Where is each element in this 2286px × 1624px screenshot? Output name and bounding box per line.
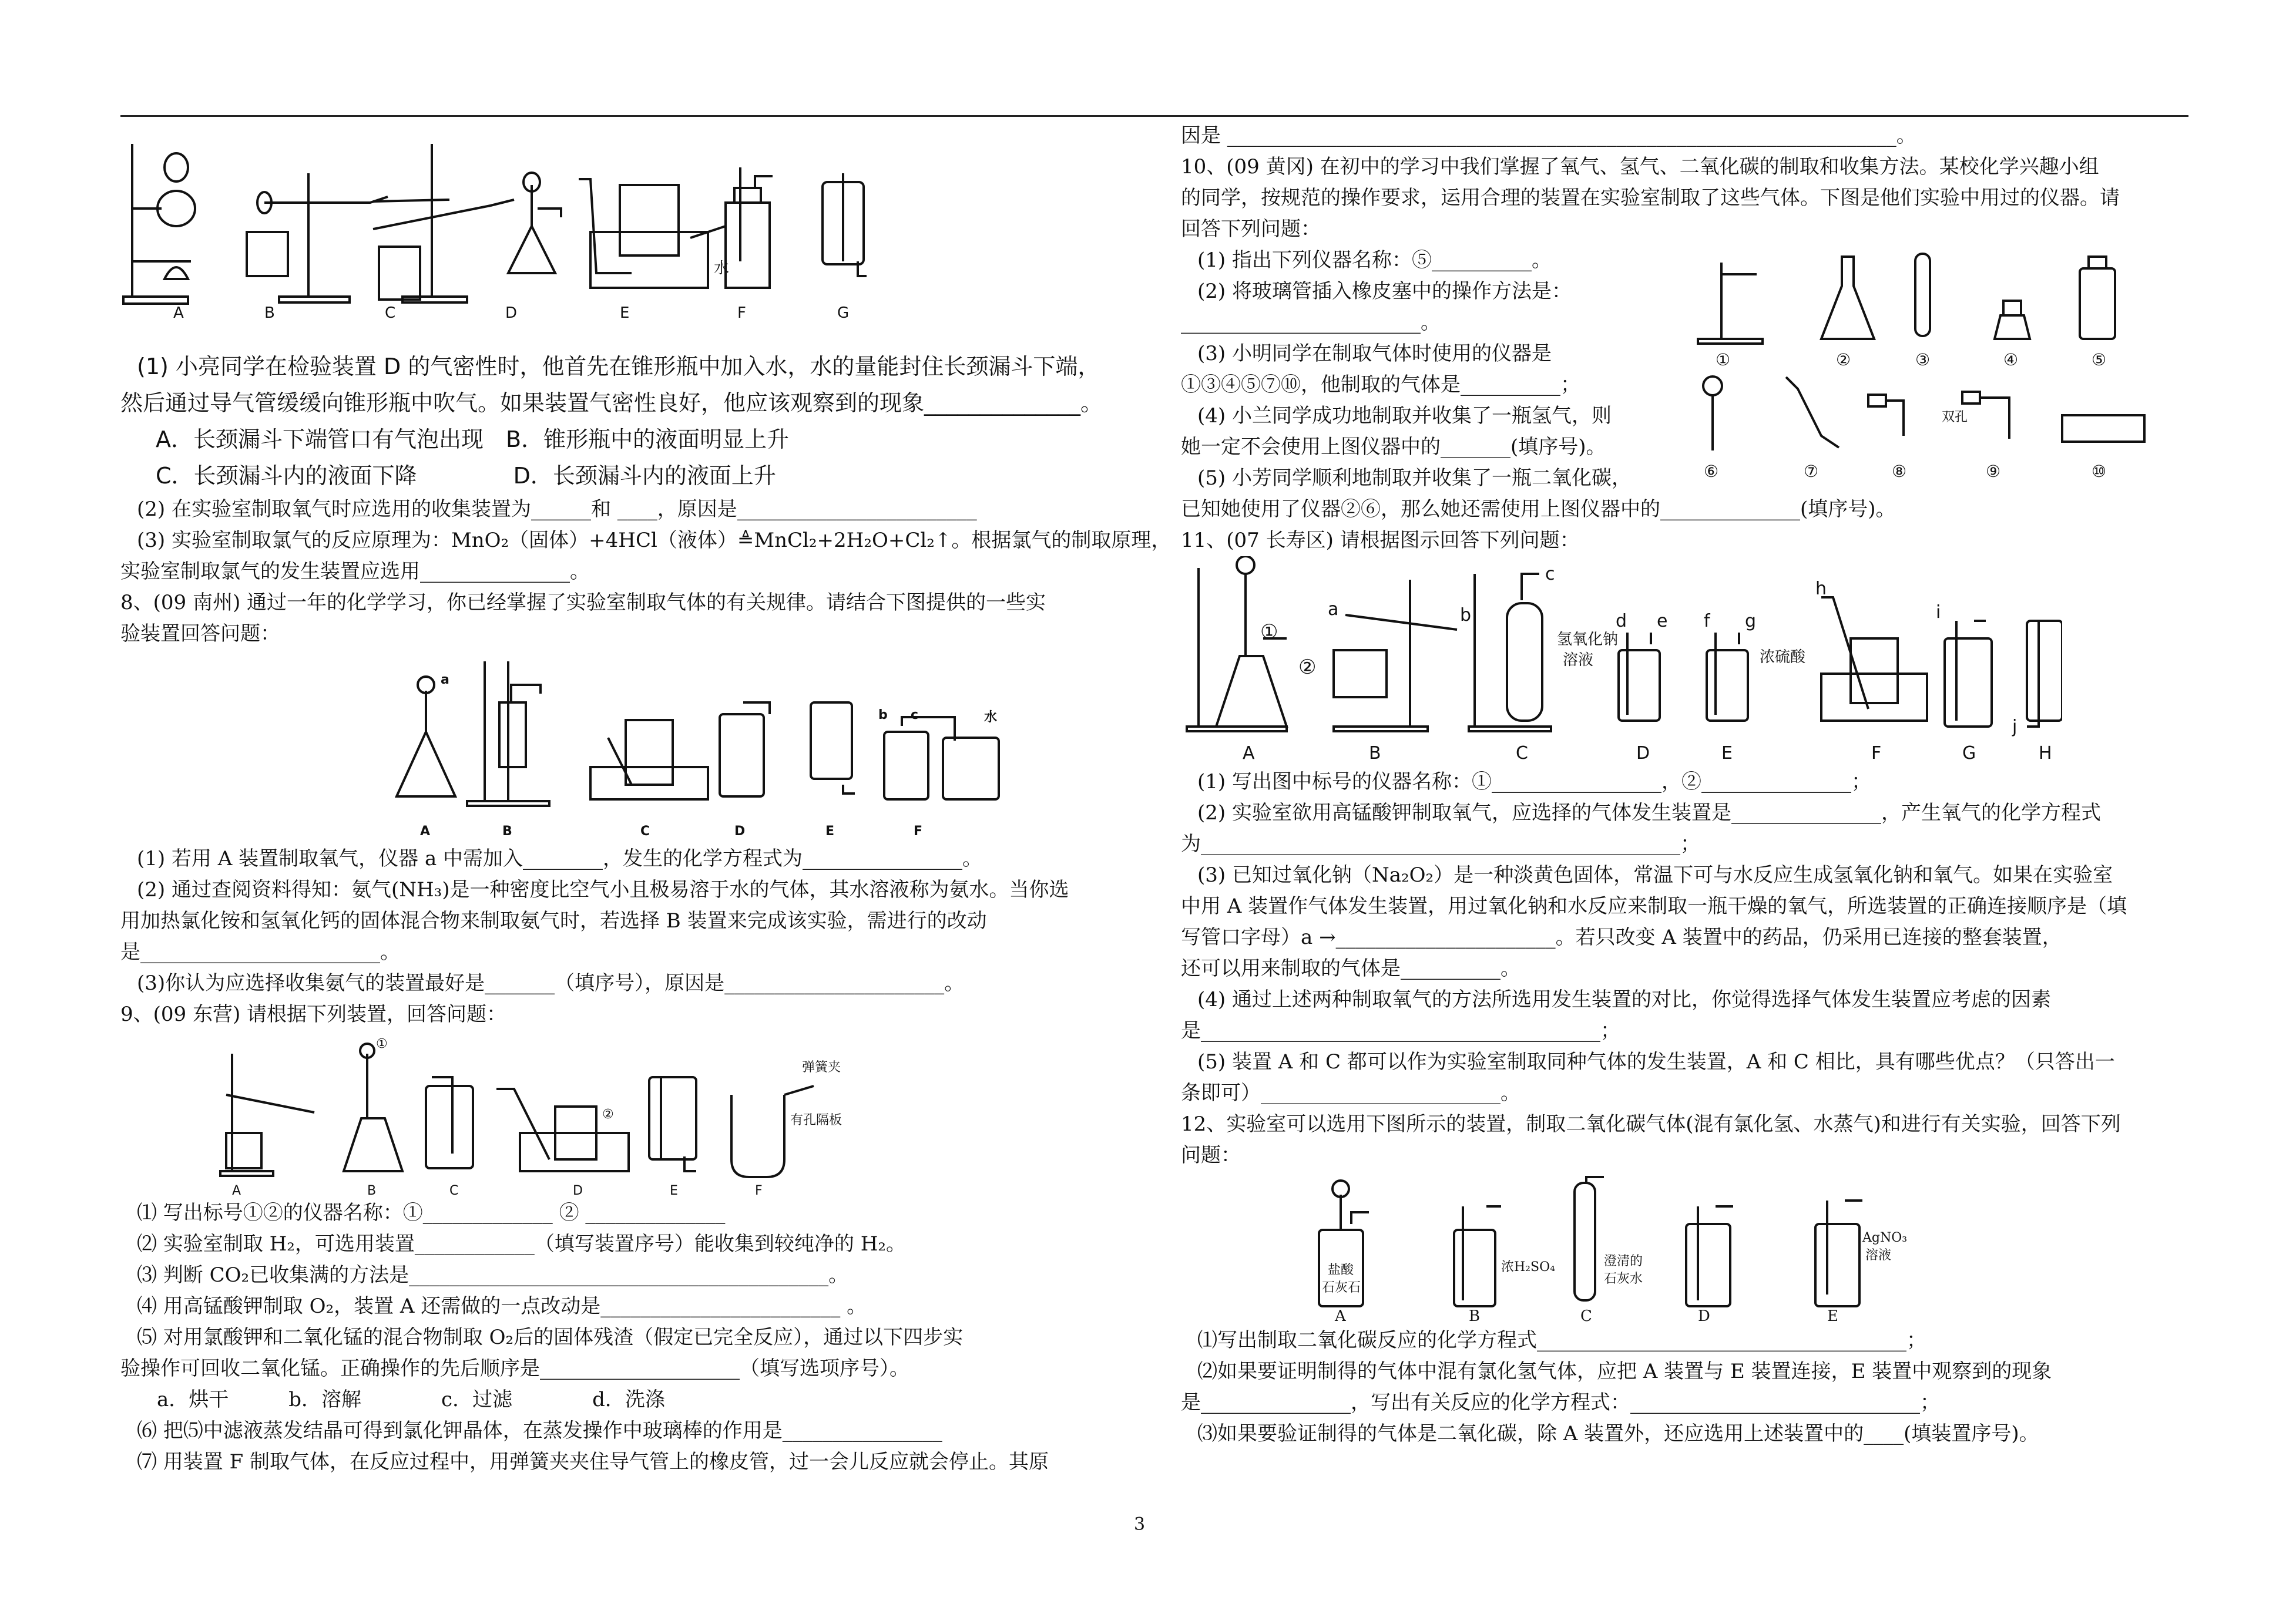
q11-3-line-1: (3) 已知过氧化钠（Na₂O₂）是一种淡黄色固体，常温下可与水反应生成氢氧化钠和氧气。如果在实验室 bbox=[1197, 863, 2113, 887]
fig11-label-a: A bbox=[1243, 743, 1255, 764]
fig1-label-b: B bbox=[264, 304, 275, 319]
instruments-1-10-image bbox=[1686, 245, 2186, 492]
fig1-label-c: C bbox=[385, 304, 396, 319]
fig11-mark-naoh: 氢氧化钠 bbox=[1557, 631, 1619, 648]
instr-label-5: ⑤ bbox=[2092, 350, 2107, 369]
q9-3: ⑶ 判断 CO₂已收集满的方法是__________________________________________。 bbox=[137, 1263, 849, 1287]
fig11-mark-a: a bbox=[1328, 599, 1339, 620]
instr-label-8: ⑧ bbox=[1892, 462, 1907, 481]
fig2-mark-a: a bbox=[441, 673, 449, 687]
apparatus-q8-image bbox=[120, 650, 1002, 843]
fig1-water-label: 水 bbox=[714, 260, 730, 277]
fig12-mark-agno3: AgNO₃ bbox=[1862, 1230, 1908, 1245]
fig2-label-e: E bbox=[825, 824, 835, 839]
q8-3: (3)你认为应选择收集氨气的装置最好是_______（填序号），原因是______________________。 bbox=[137, 971, 965, 995]
fig11-label-g: G bbox=[1962, 743, 1976, 764]
left-column bbox=[120, 120, 1171, 1478]
fig1-label-e: E bbox=[620, 304, 630, 319]
fig2-label-f: F bbox=[914, 824, 923, 839]
q10-title: 10、(09 黄冈) 在初中的学习中我们掌握了氧气、氢气、二氧化碳的制取和收集方法。某校化学兴趣小组 bbox=[1181, 155, 2099, 179]
q8-2-line-3: 是________________________。 bbox=[120, 940, 400, 964]
fig12-label-a: A bbox=[1335, 1307, 1346, 1325]
q10-4: (4) 小兰同学成功地制取并收集了一瓶氢气，则 bbox=[1197, 404, 1612, 428]
q9-title: 9、(09 东营) 请根据下列装置，回答问题： bbox=[120, 1003, 507, 1026]
fig2-mark-c: c bbox=[911, 708, 919, 722]
fig12-mark-solution: 溶液 bbox=[1865, 1248, 1892, 1263]
q11-3-line-2: 中用 A 装置作气体发生装置，用过氧化钠和水反应来制取一瓶干燥的氧气，所选装置的正确连接顺序是（填 bbox=[1181, 895, 2127, 918]
fig3-mark-plate: 有孔隔板 bbox=[790, 1113, 842, 1128]
fig11-mark-solution: 溶液 bbox=[1563, 651, 1594, 669]
fig11-label-d: D bbox=[1636, 743, 1650, 764]
apparatus-a-to-g-image bbox=[120, 120, 1002, 319]
fig1-label-f: F bbox=[737, 304, 746, 319]
fig11-label-c: C bbox=[1516, 743, 1528, 764]
figure-q8-apparatus bbox=[120, 650, 1119, 843]
q11-title: 11、(07 长寿区) 请根据图示回答下列问题： bbox=[1181, 529, 1580, 552]
q12-2-cont: 是_______________，写出有关反应的化学方程式：_____________________________； bbox=[1181, 1391, 1940, 1414]
fig12-mark-h2so4: 浓H₂SO₄ bbox=[1501, 1260, 1555, 1275]
q9-2: ⑵ 实验室制取 H₂，可选用装置____________（填写装置序号）能收集到较纯净的 H₂。 bbox=[137, 1232, 906, 1256]
q10-title-3: 回答下列问题： bbox=[1181, 217, 1321, 241]
fig2-label-c: C bbox=[640, 824, 650, 839]
q9-6: ⑹ 把⑸中滤液蒸发结晶可得到氯化钾晶体，在蒸发操作中玻璃棒的作用是________________ bbox=[137, 1419, 942, 1443]
q3-line-2: 实验室制取氯气的发生装置应选用_______________。 bbox=[120, 560, 590, 583]
q8-2-line-1: (2) 通过查阅资料得知：氨气(NH₃)是一种密度比空气小且极易溶于水的气体，其水溶液称为氨水。当你选 bbox=[137, 878, 1069, 902]
right-column bbox=[1181, 120, 2186, 1450]
q1-line-2: 然后通过导气管缓缓向锥形瓶中吹气。如果装置气密性良好，他应该观察到的现象______________。 bbox=[120, 390, 1103, 416]
fig3-mark-1: ① bbox=[376, 1037, 388, 1051]
fig3-label-e: E bbox=[670, 1183, 678, 1198]
instr-label-6: ⑥ bbox=[1704, 462, 1719, 481]
q11-2: (2) 实验室欲用高锰酸钾制取氧气，应选择的气体发生装置是_______________，产生氧气的化学方程式 bbox=[1197, 801, 2101, 825]
fig3-mark-clip: 弹簧夹 bbox=[802, 1060, 841, 1075]
q12-3: ⑶如果要验证制得的气体是二氧化碳，除 A 装置外，还应选用上述装置中的____(填装置序号)。 bbox=[1197, 1422, 2039, 1445]
apparatus-q12-image bbox=[1181, 1171, 2062, 1325]
fig11-label-f: F bbox=[1871, 743, 1882, 764]
fig2-mark-b: b bbox=[878, 708, 888, 722]
fig11-mark-2: ② bbox=[1298, 655, 1317, 679]
q9-7: ⑺ 用装置 F 制取气体，在反应过程中，用弹簧夹夹住导气管上的橡皮管，过一会儿反应就会停止。其原 bbox=[137, 1450, 1049, 1474]
q11-2-cont: 为________________________________________________； bbox=[1181, 832, 1700, 856]
q3-line-1: (3) 实验室制取氯气的反应原理为：MnO₂（固体）+4HCl（液体）≜MnCl₂+2H₂O+Cl₂↑。根据氯气的制取原理， bbox=[137, 529, 1171, 552]
fig1-label-a: A bbox=[173, 304, 184, 319]
q10-5: (5) 小芳同学顺利地制取并收集了一瓶二氧化碳， bbox=[1197, 466, 1632, 490]
fig2-label-b: B bbox=[502, 824, 512, 839]
fig3-label-a: A bbox=[232, 1183, 241, 1198]
figure-q11-apparatus bbox=[1181, 556, 2186, 766]
figure-q12-apparatus bbox=[1181, 1171, 2186, 1325]
q9-5-line-2: 验操作可回收二氧化锰。正确操作的先后顺序是____________________（填写选项序号）。 bbox=[120, 1357, 909, 1380]
fig11-mark-d: d bbox=[1616, 611, 1627, 631]
fig12-label-e: E bbox=[1827, 1307, 1838, 1325]
q11-5: (5) 装置 A 和 C 都可以作为实验室制取同种气体的发生装置，A 和 C 相比，具有哪些优点？（只答出一 bbox=[1197, 1050, 2115, 1074]
fig2-mark-water: 水 bbox=[984, 710, 998, 725]
fig11-mark-f: f bbox=[1704, 611, 1710, 631]
fig11-mark-b: b bbox=[1460, 605, 1472, 626]
fig1-label-g: G bbox=[837, 304, 850, 319]
instr-label-2: ② bbox=[1836, 350, 1851, 369]
fig11-mark-e: e bbox=[1657, 611, 1668, 631]
fig11-mark-i: i bbox=[1936, 602, 1941, 623]
apparatus-q11-image bbox=[1181, 556, 2062, 766]
q8-title-2: 验装置回答问题： bbox=[120, 622, 280, 645]
top-rule bbox=[120, 115, 2188, 117]
page-number: 3 bbox=[1134, 1514, 1146, 1535]
fig3-label-b: B bbox=[367, 1183, 377, 1198]
fig12-label-b: B bbox=[1469, 1307, 1481, 1325]
q11-4: (4) 通过上述两种制取氧气的方法所选用发生装置的对比，你觉得选择气体发生装置应考虑的因素 bbox=[1197, 988, 2051, 1011]
fig12-mark-limewater: 石灰水 bbox=[1604, 1272, 1643, 1286]
instr-label-7: ⑦ bbox=[1804, 462, 1819, 481]
fig11-mark-h2so4: 浓硫酸 bbox=[1760, 648, 1806, 666]
q10-3: (3) 小明同学在制取气体时使用的仪器是 bbox=[1197, 342, 1552, 365]
fig11-mark-1: ① bbox=[1260, 620, 1278, 644]
q11-3-line-4: 还可以用来制取的气体是__________。 bbox=[1181, 957, 1520, 980]
fig12-label-c: C bbox=[1580, 1307, 1592, 1325]
fig11-mark-j: j bbox=[2012, 717, 2018, 737]
figure-q7-apparatus bbox=[120, 120, 1119, 319]
q12-1: ⑴写出制取二氧化碳反应的化学方程式_____________________________________； bbox=[1197, 1329, 1926, 1352]
q1-option-cd: C．长颈漏斗内的液面下降 D．长颈漏斗内的液面上升 bbox=[156, 463, 776, 489]
q8-title: 8、(09 南州) 通过一年的化学学习，你已经掌握了实验室制取气体的有关规律。请结合下图提供的一些实 bbox=[120, 591, 1046, 614]
q9-7-cont: 因是 ___________________________________________________________________。 bbox=[1181, 124, 1916, 147]
fig2-label-a: A bbox=[420, 824, 431, 839]
q9-1: ⑴ 写出标号①②的仪器名称：①_____________ ② ______________ bbox=[137, 1201, 726, 1225]
q9-5-options: a．烘干 b．溶解 c．过滤 d．洗涤 bbox=[137, 1388, 665, 1411]
fig11-mark-c: c bbox=[1545, 564, 1555, 584]
fig3-label-c: C bbox=[449, 1183, 459, 1198]
q1-line-1: (1) 小亮同学在检验装置 D 的气密性时，他首先在锥形瓶中加入水，水的量能封住长颈漏斗下端， bbox=[137, 354, 1100, 379]
instr-label-4: ④ bbox=[2003, 350, 2019, 369]
fig11-mark-g: g bbox=[1745, 611, 1757, 631]
q12-2: ⑵如果要证明制得的气体中混有氯化氢气体，应把 A 装置与 E 装置连接，E 装置中观察到的现象 bbox=[1197, 1360, 2052, 1383]
fig2-label-d: D bbox=[734, 824, 746, 839]
fig3-mark-2: ② bbox=[602, 1107, 614, 1122]
fig11-label-h: H bbox=[2039, 743, 2052, 764]
q12-title: 12、实验室可以选用下图所示的装置，制取二氧化碳气体(混有氯化氢、水蒸气)和进行有关实验，回答下列 bbox=[1181, 1112, 2121, 1136]
q10-block bbox=[1181, 245, 2186, 525]
q10-4-cont: 她一定不会使用上图仪器中的_______(填序号)。 bbox=[1181, 435, 1606, 459]
fig11-label-e: E bbox=[1721, 743, 1733, 764]
fig12-mark-clear: 澄清的 bbox=[1604, 1254, 1643, 1269]
q10-2-answer: ________________________。 bbox=[1181, 311, 1441, 334]
q11-5-cont: 条即可）________________________。 bbox=[1181, 1081, 1520, 1105]
q8-2-line-2: 用加热氯化铵和氢氧化钙的固体混合物来制取氨气时，若选择 B 装置来完成该实验，需进行的改动 bbox=[120, 909, 987, 933]
fig3-label-f: F bbox=[755, 1183, 763, 1198]
fig12-mark-limestone: 石灰石 bbox=[1322, 1280, 1361, 1295]
q10-2: (2) 将玻璃管插入橡皮塞中的操作方法是： bbox=[1197, 280, 1572, 303]
fig11-mark-h: h bbox=[1815, 579, 1827, 599]
q10-title-2: 的同学，按规范的操作要求，运用合理的装置在实验室制取了这些气体。下图是他们实验中用过的仪器。请 bbox=[1181, 186, 2120, 210]
apparatus-q9-image bbox=[120, 1030, 1002, 1198]
q11-3-line-3: 写管口字母）a →______________________。若只改变 A 装置中的药品，仍采用已连接的整套装置， bbox=[1181, 926, 2062, 949]
fig1-label-d: D bbox=[505, 304, 518, 319]
instr-mark-double-hole: 双孔 bbox=[1942, 410, 1968, 425]
q1-option-ab: A．长颈漏斗下端管口有气泡出现 B．锥形瓶中的液面明显上升 bbox=[156, 426, 790, 452]
instr-label-1: ① bbox=[1716, 350, 1731, 369]
fig3-label-d: D bbox=[573, 1183, 583, 1198]
q8-1: (1) 若用 A 装置制取氧气，仪器 a 中需加入________，发生的化学方程式为________________。 bbox=[137, 847, 983, 870]
q2-line-1: (2) 在实验室制取氧气时应选用的收集装置为______和 ____，原因是________________________ bbox=[137, 497, 977, 521]
instr-label-10: ⑩ bbox=[2092, 462, 2107, 481]
fig12-label-d: D bbox=[1698, 1307, 1710, 1325]
fig12-mark-acid: 盐酸 bbox=[1328, 1263, 1354, 1277]
q11-1: (1) 写出图中标号的仪器名称：①_________________，②_______________； bbox=[1197, 770, 1871, 793]
fig11-label-b: B bbox=[1369, 743, 1381, 764]
q9-5-line-1: ⑸ 对用氯酸钾和二氧化锰的混合物制取 O₂后的固体残渣（假定已完全反应），通过以下四步实 bbox=[137, 1326, 964, 1349]
instr-label-3: ③ bbox=[1915, 350, 1931, 369]
q11-4-cont: 是________________________________________； bbox=[1181, 1019, 1620, 1043]
q10-1: (1) 指出下列仪器名称：⑤__________。 bbox=[1197, 248, 1552, 272]
instr-label-9: ⑨ bbox=[1986, 462, 2001, 481]
q10-5-cont: 已知她使用了仪器②⑥，那么她还需使用上图仪器中的______________(填序号)。 bbox=[1181, 497, 1896, 521]
figure-q9-apparatus bbox=[120, 1030, 1119, 1198]
q12-title-2: 问题： bbox=[1181, 1144, 1241, 1167]
q10-3-cont: ①③④⑤⑦⑩，他制取的气体是__________； bbox=[1181, 373, 1580, 396]
q9-4: ⑷ 用高锰酸钾制取 O₂，装置 A 还需做的一点改动是________________________ 。 bbox=[137, 1295, 867, 1318]
